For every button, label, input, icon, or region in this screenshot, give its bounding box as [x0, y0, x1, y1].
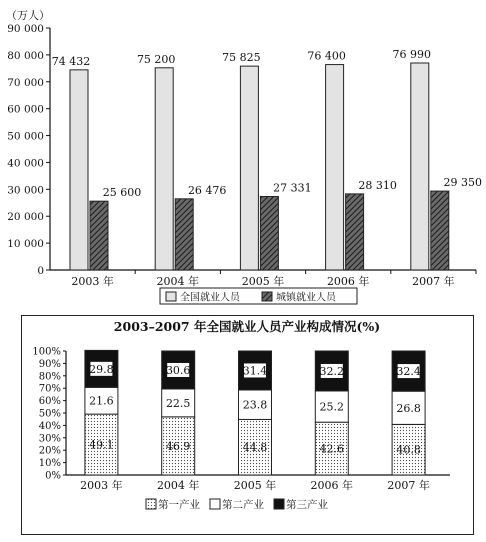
c2-legend-label: 第一产业 — [158, 499, 200, 511]
c2-data-label: 30.6 — [165, 363, 191, 377]
c1-y-tick-label: 90 000 — [7, 23, 44, 35]
c2-x-tick-label: 2005 年 — [233, 479, 277, 492]
c2-legend-swatch — [146, 499, 156, 509]
c2-legend-swatch — [274, 499, 284, 509]
c1-legend-label: 全国就业人员 — [180, 292, 240, 304]
c2-y-tick-label: 30% — [38, 433, 61, 445]
c2-legend-label: 第三产业 — [286, 499, 328, 511]
c1-data-label: 76 400 — [307, 49, 346, 63]
c2-data-label: 46.9 — [165, 439, 191, 453]
c1-data-label: 25 600 — [102, 186, 142, 200]
c2-legend-swatch — [210, 499, 220, 509]
c2-y-tick-label: 80% — [38, 371, 61, 383]
c2-data-label: 31.4 — [242, 364, 268, 378]
c1-data-label: 26 476 — [187, 183, 227, 197]
c2-y-tick-label: 70% — [38, 383, 61, 395]
c1-bar-urban — [260, 197, 278, 270]
c1-data-label: 28 310 — [358, 178, 397, 192]
c2-data-label: 42.6 — [319, 442, 345, 456]
c1-bar-national — [411, 63, 429, 270]
c1-data-label: 27 331 — [273, 181, 312, 195]
c1-x-tick-label: 2003 年 — [71, 275, 114, 288]
c2-y-tick-label: 60% — [38, 396, 61, 408]
c1-bar-national — [240, 66, 258, 270]
c1-y-tick-label: 50 000 — [7, 130, 44, 143]
c1-x-tick-label: 2004 年 — [156, 275, 200, 288]
c2-y-tick-label: 90% — [38, 358, 61, 370]
c1-legend-label: 城镇就业人员 — [276, 292, 336, 304]
c1-x-tick-label: 2006 年 — [326, 275, 370, 288]
c1-bar-urban — [346, 194, 364, 270]
c2-data-label: 49.1 — [89, 438, 114, 452]
c2-x-tick-label: 2004 年 — [156, 479, 200, 492]
c1-y-tick-label: 10 000 — [7, 238, 44, 251]
c1-y-tick-label: 40 000 — [7, 157, 44, 170]
c1-bar-national — [326, 65, 344, 270]
c2-y-tick-label: 10% — [38, 458, 61, 470]
c2-data-label: 22.5 — [165, 396, 191, 410]
c1-bar-national — [155, 68, 173, 270]
c1-y-tick-label: 60 000 — [7, 103, 44, 116]
c2-data-label: 26.8 — [396, 401, 421, 415]
c1-data-label: 29 350 — [443, 176, 483, 190]
c2-data-label: 32.2 — [319, 364, 345, 378]
c1-y-tick-label: 0 — [37, 265, 44, 277]
c2-data-label: 44.8 — [242, 441, 268, 455]
c1-bar-urban — [90, 201, 108, 270]
c2-y-tick-label: 20% — [38, 445, 61, 457]
c2-x-tick-label: 2006 年 — [310, 479, 354, 492]
c1-y-tick-label: 20 000 — [7, 211, 44, 224]
c2-data-label: 32.4 — [396, 365, 421, 379]
c2-data-label: 21.6 — [89, 394, 114, 408]
c2-legend-label: 第二产业 — [222, 499, 264, 511]
c1-y-tick-label: 70 000 — [7, 76, 44, 89]
c1-bar-national — [70, 70, 88, 270]
c2-y-tick-label: 50% — [38, 408, 61, 420]
c2-y-tick-label: 40% — [38, 420, 61, 432]
c2-data-label: 25.2 — [319, 400, 345, 414]
c2-data-label: 29.8 — [89, 362, 114, 376]
c1-y-tick-label: 30 000 — [7, 184, 44, 197]
c1-data-label: 75 200 — [136, 52, 176, 66]
c1-data-label: 74 432 — [51, 54, 91, 68]
c2-y-tick-label: 100% — [32, 346, 61, 358]
c1-x-tick-label: 2005 年 — [241, 275, 285, 288]
c2-title: 2003–2007 年全国就业人员产业构成情况(%) — [113, 319, 381, 334]
c1-bar-urban — [175, 199, 193, 270]
c2-x-tick-label: 2003 年 — [80, 479, 123, 492]
c1-bar-urban — [431, 191, 449, 270]
c2-x-tick-label: 2007 年 — [387, 479, 430, 492]
c1-legend-swatch — [262, 292, 272, 301]
c2-y-tick-label: 0% — [45, 470, 61, 482]
c1-y-tick-label: 80 000 — [7, 49, 44, 62]
c1-x-tick-label: 2007 年 — [412, 275, 455, 288]
c1-y-unit-label: （万人） — [6, 9, 50, 22]
c2-data-label: 23.8 — [242, 398, 268, 412]
c2-data-label: 40.8 — [396, 443, 421, 457]
c1-data-label: 76 990 — [392, 47, 432, 61]
c1-data-label: 75 825 — [222, 51, 261, 65]
c1-legend-swatch — [166, 292, 176, 301]
